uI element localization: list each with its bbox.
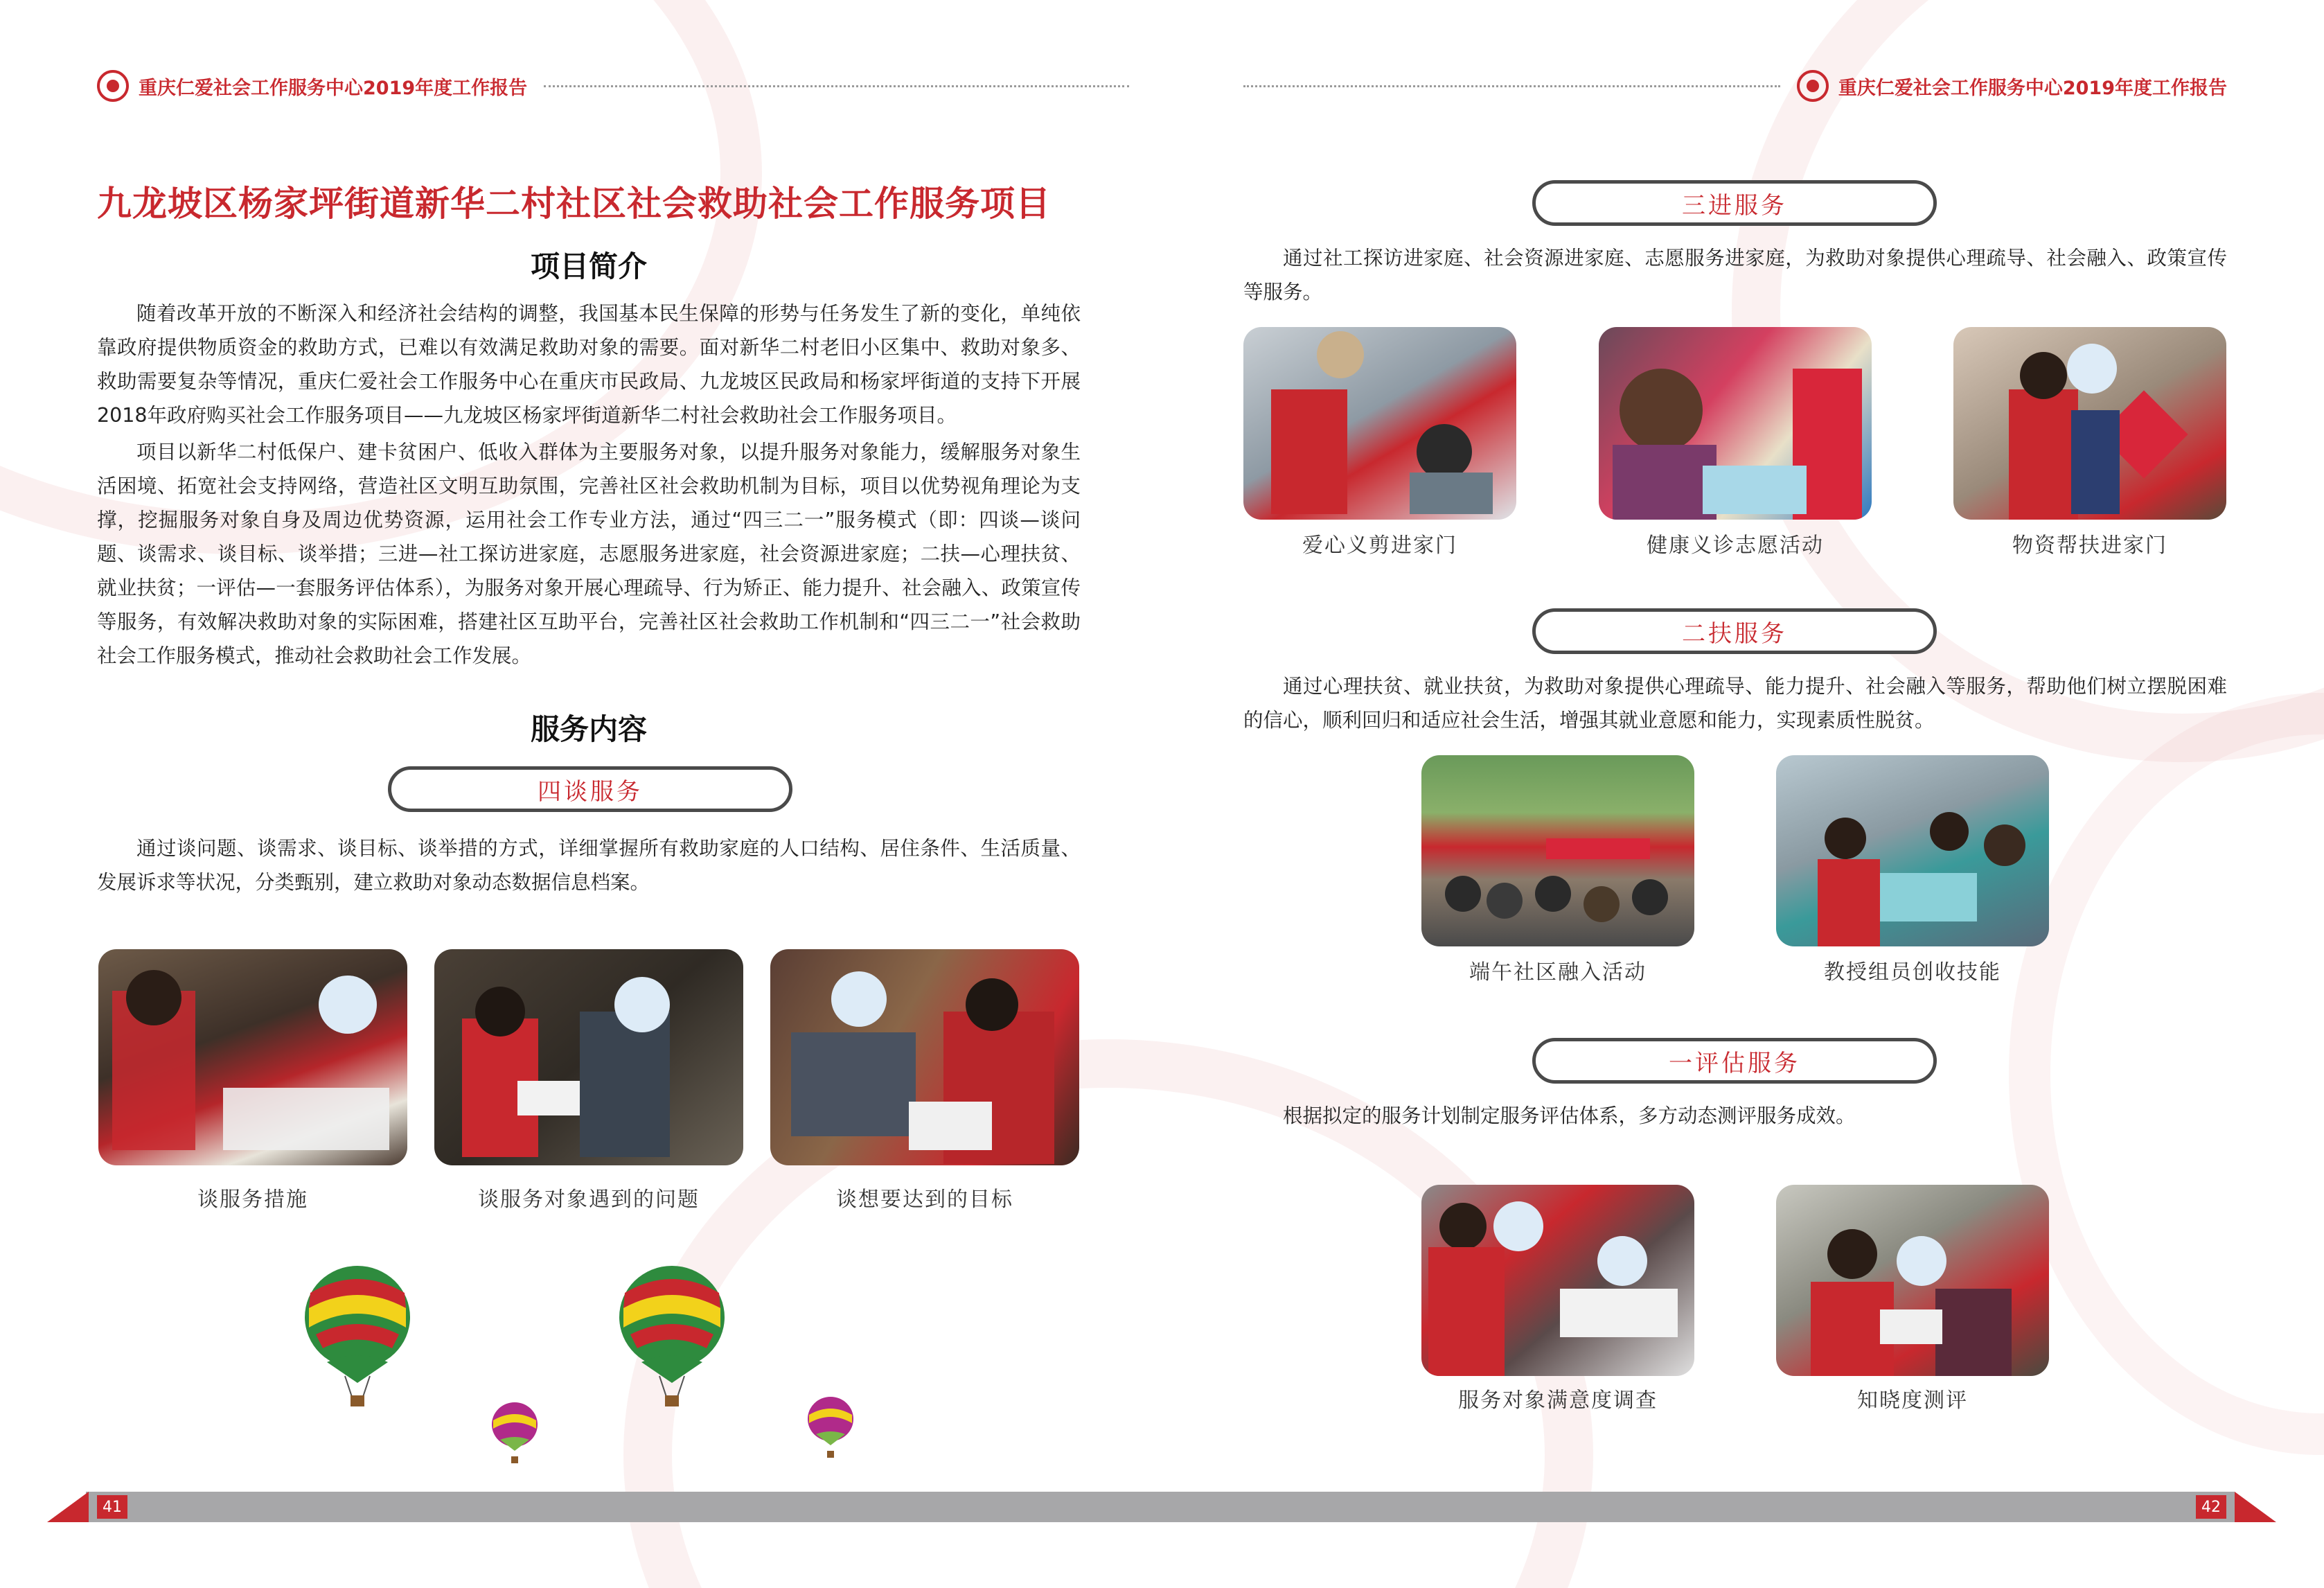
photo-content <box>434 949 743 1165</box>
footer-bar-left <box>86 1492 1162 1522</box>
caption: 谈想要达到的目标 <box>836 1188 1013 1212</box>
intro-heading: 项目简介 <box>530 249 647 283</box>
photo-content <box>98 949 407 1165</box>
photo-content <box>1243 327 1516 520</box>
right-header <box>1243 67 2227 105</box>
service-heading: 服务内容 <box>530 712 647 746</box>
caption: 知晓度测评 <box>1857 1388 1968 1413</box>
banner-three-visits <box>1532 180 1937 226</box>
small-balloon-icon <box>806 1395 855 1462</box>
hot-air-balloon-icon <box>302 1265 413 1411</box>
photo-talk-problems <box>434 949 743 1165</box>
small-balloon-icon <box>490 1401 539 1467</box>
photo-content <box>770 949 1079 1165</box>
caption: 健康义诊志愿活动 <box>1647 533 1824 558</box>
banner-label: 四谈服务 <box>538 777 643 806</box>
page-number-right: 42 <box>2196 1495 2226 1519</box>
section3-text: 通过心理扶贫、就业扶贫，为救助对象提供心理疏导、能力提升、社会融入等服务，帮助他们树立摆脱困难的信心，顺利回归和适应社会生活，增强其就业意愿和能力，实现素质性脱贫。 <box>1243 675 2227 732</box>
project-title: 九龙坡区杨家坪街道新华二村社区社会救助社会工作服务项目 <box>97 184 1051 224</box>
footer-corner-left <box>47 1492 89 1522</box>
banner-label: 三进服务 <box>1682 191 1787 220</box>
photo-content <box>1599 327 1872 520</box>
photo-content <box>1953 327 2226 520</box>
photo-content <box>1421 1185 1694 1376</box>
banner-one-evaluation <box>1532 1038 1937 1084</box>
caption: 端午社区融入活动 <box>1469 960 1647 985</box>
footer-bar-right <box>1162 1492 2235 1522</box>
banner-four-talks <box>388 766 792 812</box>
left-header-title: 重庆仁爱社会工作服务中心2019年度工作报告 <box>139 77 528 99</box>
intro-paragraph: 项目以新华二村低保户、建卡贫困户、低收入群体为主要服务对象，以提升服务对象能力，缓解服务对象生活困境、拓宽社会支持网络，营造社区文明互助氛围，完善社区社会救助机制为目标，项目以优势视角理论为支撑，挖掘服务对象自身及周边优势资源，运用社会工作专业方法，通过“四三二一”服务模式（即：四谈—谈问题、谈需求、谈目标、谈举措；三进—社工探访进家庭，志愿服务进家庭，社会资源进家庭；二扶—心理扶贫、就业扶贫；一评估—一套服务评估体系），为服务对象开展心理疏导、行为矫正、能力提升、社会融入、政策宣传等服务，有效解决救助对象的实际困难，搭建社区互助平台，完善社区社会救助工作机制和“四三二一”社会救助社会工作服务模式，推动社会救助社会工作发展。 <box>97 441 1081 667</box>
caption: 爱心义剪进家门 <box>1302 533 1457 558</box>
section1-text: 通过谈问题、谈需求、谈目标、谈举措的方式，详细掌握所有救助家庭的人口结构、居住条件、生活质量、发展诉求等状况，分类甄别，建立救助对象动态数据信息档案。 <box>97 837 1081 894</box>
footer-corner-right <box>2235 1492 2276 1522</box>
right-header-title: 重庆仁爱社会工作服务中心2019年度工作报告 <box>1838 77 2227 99</box>
photo-talk-goals <box>770 949 1079 1165</box>
photo-content <box>1776 755 2049 946</box>
caption: 教授组员创收技能 <box>1824 960 2001 985</box>
photo-talk-measures <box>98 949 407 1165</box>
photo-awareness-test <box>1776 1185 2049 1376</box>
intro-paragraph: 随着改革开放的不断深入和经济社会结构的调整，我国基本民生保障的形势与任务发生了新的变化，单纯依靠政府提供物质资金的救助方式，已难以有效满足救助对象的需要。面对新华二村老旧小区集中、救助对象多、救助需要复杂等情况，重庆仁爱社会工作服务中心在重庆市民政局、九龙坡区民政局和杨家坪街道的支持下开展2018年政府购买社会工作服务项目——九龙坡区杨家坪街道新华二村社会救助社会工作服务项目。 <box>97 302 1081 427</box>
hot-air-balloon-icon <box>617 1265 727 1411</box>
caption: 谈服务措施 <box>197 1188 308 1212</box>
page-number-left: 41 <box>97 1495 127 1519</box>
photo-skills-training <box>1776 755 2049 946</box>
photo-content <box>1776 1185 2049 1376</box>
banner-two-supports <box>1532 608 1937 654</box>
photo-content <box>1421 755 1694 946</box>
intro-text <box>97 297 1081 676</box>
caption: 谈服务对象遇到的问题 <box>478 1188 700 1212</box>
photo-haircut <box>1243 327 1516 520</box>
photo-dragon-boat-event <box>1421 755 1694 946</box>
left-header <box>97 67 1129 105</box>
photo-health-clinic <box>1599 327 1872 520</box>
header-divider <box>1243 85 1780 87</box>
banner-label: 一评估服务 <box>1669 1049 1800 1077</box>
org-logo-icon <box>97 70 129 102</box>
background-swoosh <box>2009 693 2324 1455</box>
caption: 服务对象满意度调查 <box>1458 1388 1658 1413</box>
section4-text: 根据拟定的服务计划制定服务评估体系，多方动态测评服务成效。 <box>1283 1104 1856 1127</box>
header-divider <box>544 85 1129 87</box>
photo-satisfaction-survey <box>1421 1185 1694 1376</box>
org-logo-icon <box>1797 70 1829 102</box>
section2-text: 通过社工探访进家庭、社会资源进家庭、志愿服务进家庭，为救助对象提供心理疏导、社会融入、政策宣传等服务。 <box>1243 247 2227 303</box>
photo-material-aid <box>1953 327 2226 520</box>
caption: 物资帮扶进家门 <box>2012 533 2167 558</box>
banner-label: 二扶服务 <box>1682 619 1787 648</box>
